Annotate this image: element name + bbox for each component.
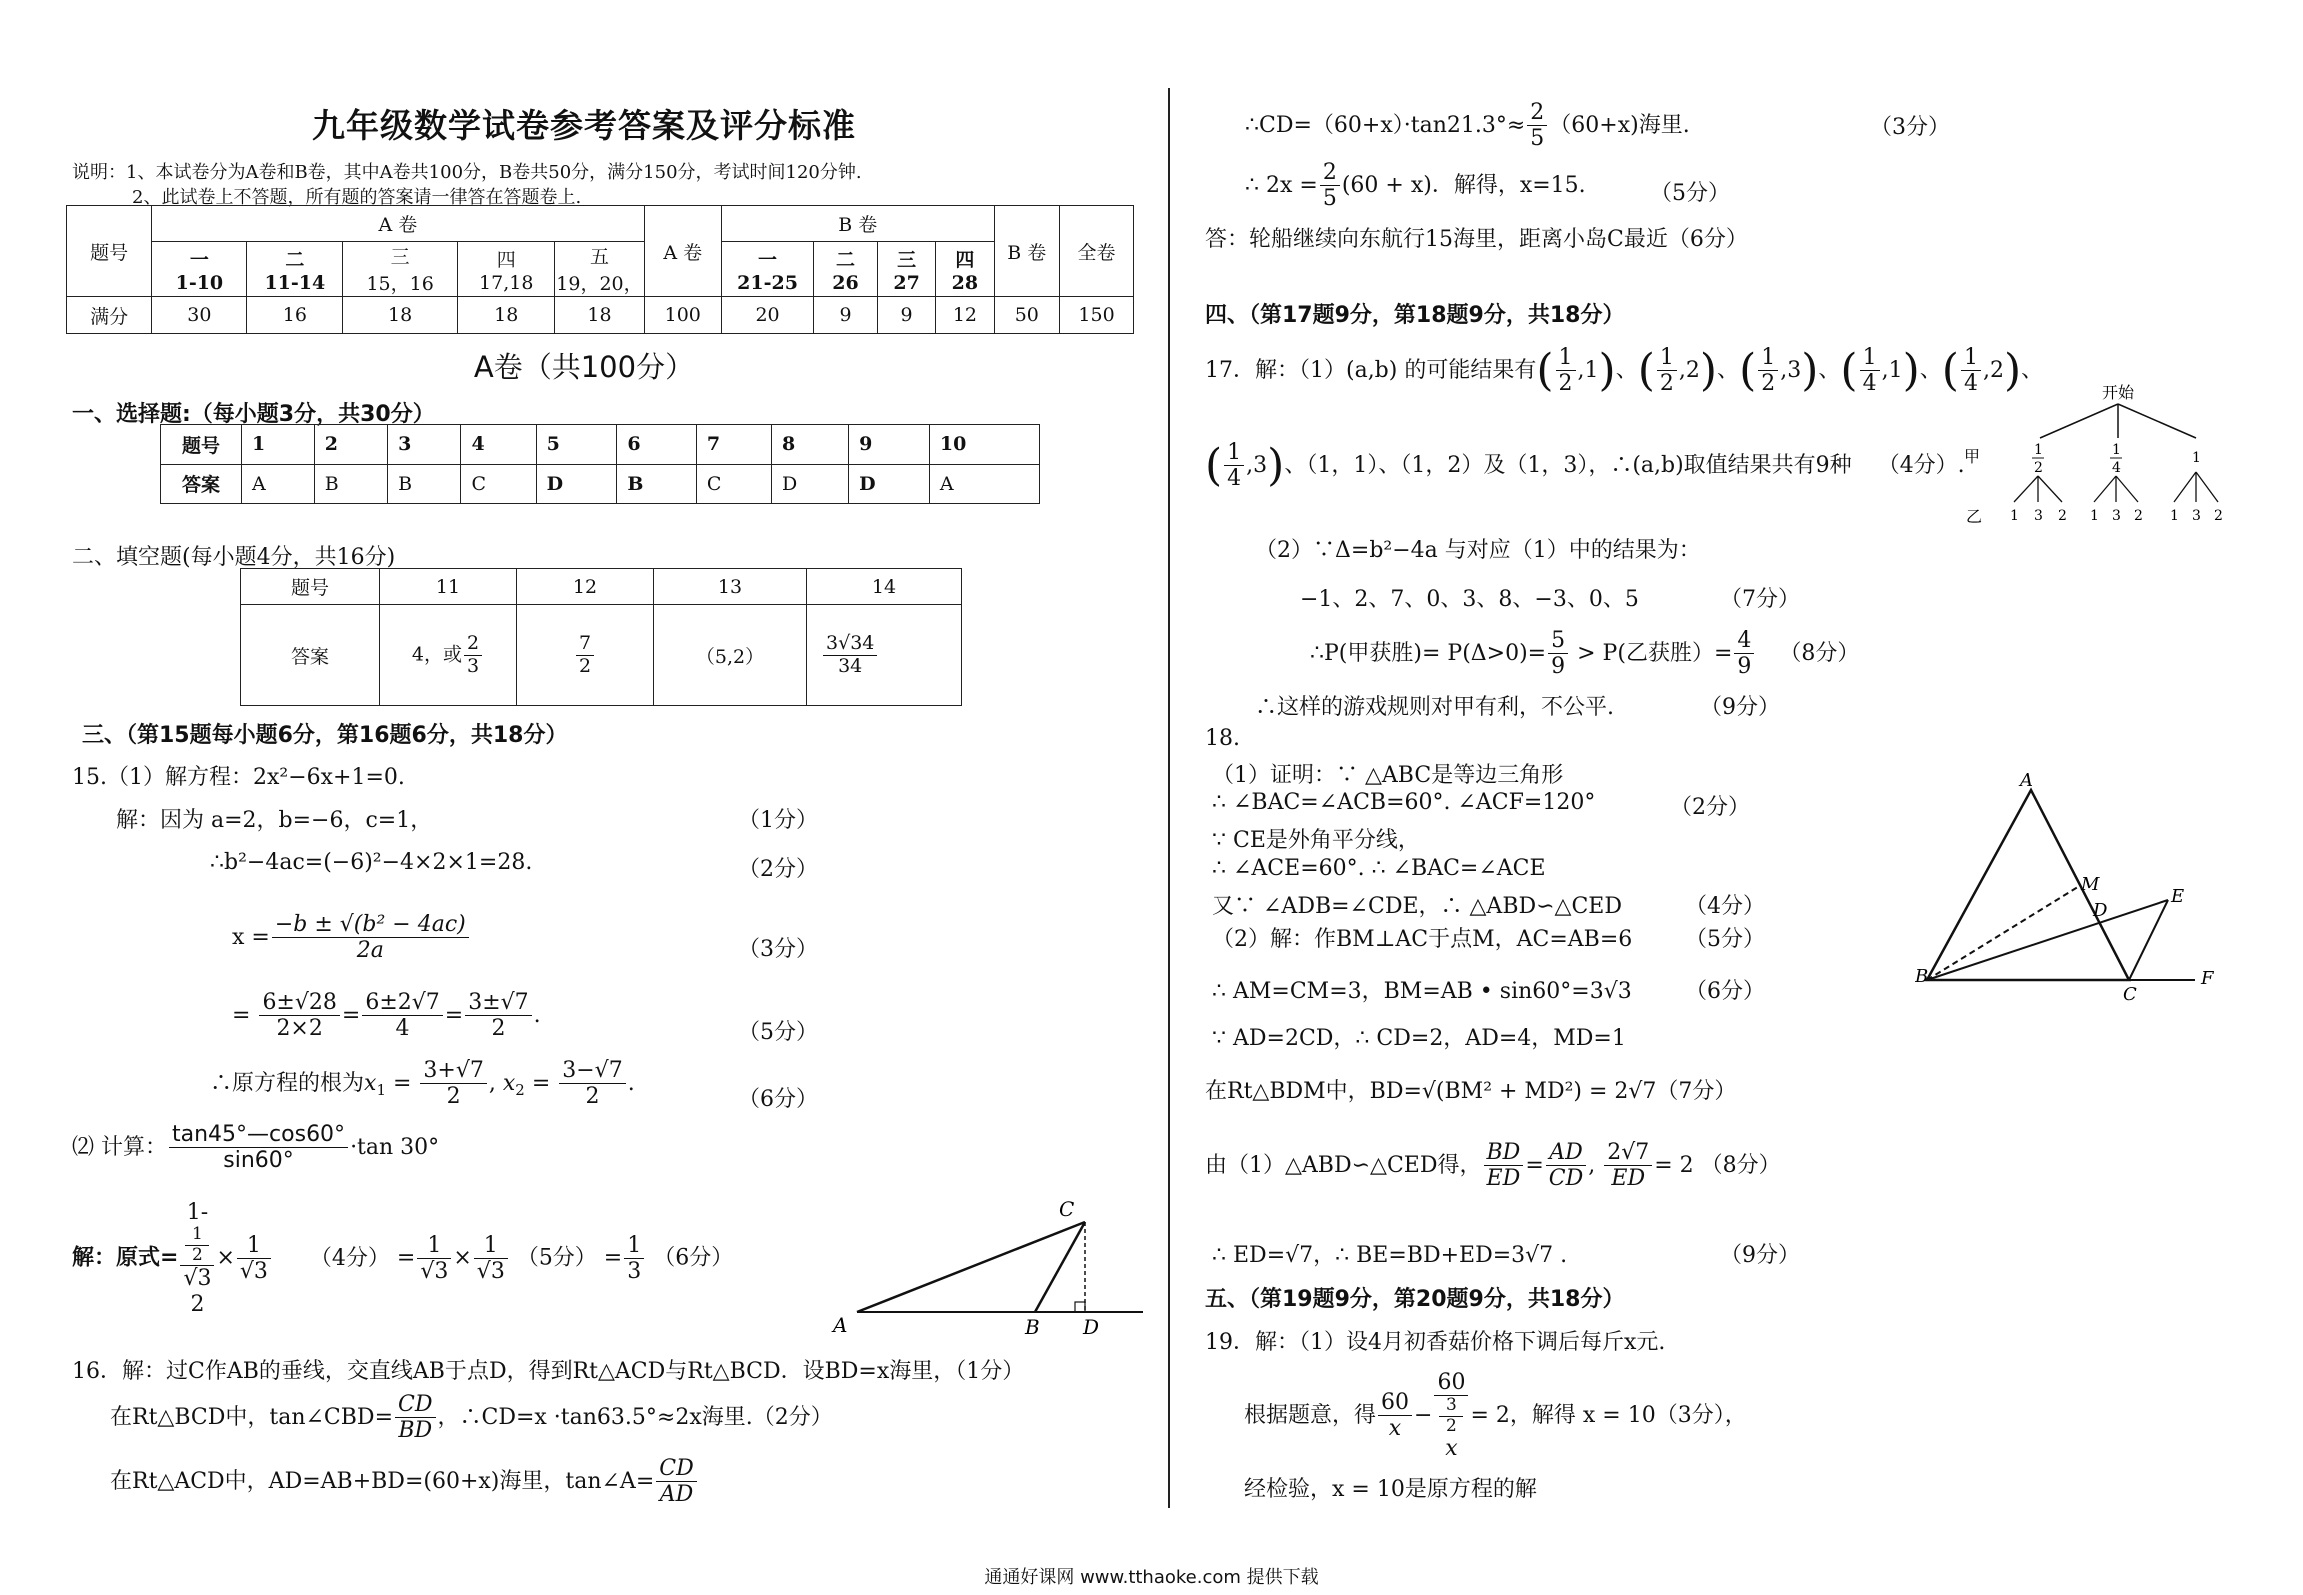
q18-l2-pts: （2分） (1670, 795, 1750, 820)
note-2: 2、此试卷上不答题，所有题的答案请一律答在答题卷上. (132, 187, 582, 208)
r-line-3: 答：轮船继续向东航行15海里，距离小岛C最近（6分） (1205, 227, 1748, 252)
fill-answer-table (240, 568, 962, 706)
q19-l1: 19．解：（1）设4月初香菇价格下调后每斤x元. (1205, 1330, 1666, 1355)
q18-label-b: B (1915, 966, 1929, 987)
sec4-heading: 四、（第17题9分，第18题9分，共18分） (1205, 303, 1625, 328)
q17-line-1: 17．解：（1）(a,b) 的可能结果有( $\frac{1}{2}$ ,1)、( $\frac{1}{2}$ ,2)、( $\frac{1}{2}$ ,3)、( $\frac{1}{4}$ ,1)、( $\frac{1}{4}$ ,2)、 (1205, 344, 2044, 397)
note-1: 说明：1、本试卷分为A卷和B卷，其中A卷共100分，B卷共50分，满分150分，考试时间120分钟. (72, 162, 862, 183)
q18-l3: ∵ CE是外角平分线， (1212, 828, 1420, 853)
svg-text:2: 2 (2034, 460, 2043, 476)
tree-jia: 甲 (1964, 447, 1981, 466)
choice-num: 6 (617, 425, 697, 465)
svg-text:1: 1 (2090, 508, 2099, 524)
choice-answer-table (160, 424, 1040, 504)
choice-num: 2 (314, 425, 387, 465)
q16-l2: 在Rt△BCD中，tan∠CBD= $\frac{CD}{BD}$ ，∴CD=x ·tan63.5°≈2x海里.（2分） (110, 1392, 833, 1444)
q15-1: 15.（1）解方程：2x²−6x+1=0. (72, 765, 405, 790)
q16-label-b: B (1025, 1315, 1040, 1339)
svg-text:4: 4 (2112, 460, 2121, 476)
score-col-b3: 三 27 (877, 242, 935, 297)
fill-row2-label: 答案 (241, 605, 380, 706)
q18-label-a: A (2020, 770, 2033, 791)
score-table-a-total-label: A 卷 (644, 206, 722, 297)
q15-l5: ∴原方程的根为$x_1$ = $\frac{3+√7}{2}$ , $x_2$ = $\frac{3-√7}{2}$ . (210, 1058, 635, 1110)
fill-row1-label: 题号 (241, 569, 380, 605)
r-line-2-pts: （5分） (1650, 181, 1730, 206)
sec1-heading: 一、选择题:（每小题3分，共30分） (72, 402, 435, 427)
q15-2-solution: 解：原式= 1- 1 2 √3 2 × $\frac{1}{√3}$ （4分） = $\frac{1}{√3}$ × $\frac{1}{√3}$ （5分） = $\frac{1}{3}$ （6分） (72, 1200, 734, 1317)
choice-num: 4 (461, 425, 536, 465)
r-line-1: ∴CD=（60+x）·tan21.3°≈ $\frac{2}{5}$ （60+x)海里. (1245, 100, 1690, 152)
score-col-a2: 二 11-14 (247, 242, 343, 297)
q18-l8: ∵ AD=2CD，∴ CD=2，AD=4，MD=1 (1212, 1026, 1626, 1051)
a-section-heading: A卷（共100分） (473, 350, 695, 384)
q17-line-6: ∴这样的游戏规则对甲有利，不公平. (1255, 695, 1614, 720)
fill-num: 14 (807, 569, 962, 605)
choice-num: 1 (242, 425, 315, 465)
score-a1: 30 (152, 297, 247, 334)
score-col-b4: 四 28 (936, 242, 994, 297)
score-b3: 9 (877, 297, 935, 334)
sec3-heading: 三、（第15题每小题6分，第16题6分，共18分） (82, 723, 568, 748)
fill-answer-14: $\frac{3√34}{34}$ (807, 605, 962, 706)
choice-row2-label: 答案 (161, 464, 242, 504)
q15-p2: （2分） (738, 857, 818, 882)
choice-num: 10 (929, 425, 1039, 465)
q16-l3: 在Rt△ACD中，AD=AB+BD=(60+x)海里，tan∠A= $\frac{CD}{AD}$ (110, 1456, 699, 1508)
choice-answer: B (314, 464, 387, 504)
score-b4: 12 (936, 297, 994, 334)
svg-text:2: 2 (2058, 508, 2067, 524)
q18-l6-pts: （5分） (1685, 927, 1765, 952)
q18-label-f: F (2201, 968, 2214, 989)
q17-line-2: ( $\frac{1}{4}$ ,3)、（1，1）、（1，2）及（1，3），∴(a,b)取值结果共有9种 （4分）. (1205, 439, 1965, 492)
q17-line-6-pts: （9分） (1700, 695, 1780, 720)
choice-answer: A (242, 464, 315, 504)
q16-figure (825, 1190, 1145, 1340)
r-line-2: ∴ 2x = $\frac{2}{5}$ (60 + x)．解得，x=15. (1245, 160, 1586, 212)
q16-label-a: A (833, 1313, 848, 1337)
choice-num: 8 (771, 425, 848, 465)
svg-text:2: 2 (2214, 508, 2223, 524)
q18-figure (1915, 770, 2215, 1010)
q17-line-5: ∴P(甲获胜)= P(Δ>0)= $\frac{5}{9}$ > P(乙获胜）= $\frac{4}{9}$ （8分） (1310, 628, 1860, 680)
q18-label-e: E (2171, 886, 2185, 907)
svg-text:1: 1 (2170, 508, 2179, 524)
score-table-manfen: 满分 (67, 297, 152, 334)
q19-l2: 根据题意，得 $\frac{60}{x}$ − 60 3 2 x = 2，解得 x = 10（3分）， (1244, 1370, 1747, 1462)
q17-line-4: −1、2、7、0、3、8、−3、0、5 (1300, 587, 1639, 612)
choice-answer: C (696, 464, 771, 504)
q15-p1: （1分） (738, 808, 818, 833)
q18-l4: ∴ ∠ACE=60°. ∴ ∠BAC=∠ACE (1212, 856, 1546, 881)
choice-num: 5 (536, 425, 617, 465)
q18-l1: （1）证明：∵ △ABC是等边三角形 (1212, 763, 1564, 788)
q18-l9: 在Rt△BDM中，BD=√(BM² + MD²) = 2√7（7分） (1205, 1079, 1737, 1104)
q18-l11-pts: （9分） (1720, 1243, 1800, 1268)
choice-answer: C (461, 464, 536, 504)
choice-num: 3 (388, 425, 461, 465)
choice-answer: A (929, 464, 1039, 504)
fill-num: 13 (654, 569, 807, 605)
q18-l11: ∴ ED=√7，∴ BE=BD+ED=3√7 . (1212, 1243, 1568, 1268)
q17-line-3: （2）∵Δ=b²−4a 与对应（1）中的结果为： (1255, 538, 1701, 563)
q18-l7: ∴ AM=CM=3，BM=AB • sin60°=3√3 (1212, 979, 1632, 1004)
q18-l10: 由（1）△ABD∽△CED得， $\frac{BD}{ED}$ = $\frac{AD}{CD}$ , $\frac{2√7}{ED}$ = 2 （8分） (1205, 1140, 1781, 1192)
fill-num: 11 (380, 569, 517, 605)
q18-label-d: D (2093, 900, 2108, 921)
q18-l5-pts: （4分） (1685, 894, 1765, 919)
score-b-total: 50 (994, 297, 1060, 334)
r-line-1-pts: （3分） (1870, 115, 1950, 140)
score-b1: 20 (722, 297, 814, 334)
q17-line-4-pts: （7分） (1720, 587, 1800, 612)
q18-l7-pts: （6分） (1685, 979, 1765, 1004)
svg-text:3: 3 (2034, 508, 2043, 524)
score-table-b-total-label: B 卷 (994, 206, 1060, 297)
q15-l2: ∴b²−4ac=(−6)²−4×2×1=28. (210, 850, 533, 875)
choice-answer: B (617, 464, 697, 504)
choice-answer: D (771, 464, 848, 504)
q15-p4: （5分） (738, 1020, 818, 1045)
q19-l3: 经检验，x = 10是原方程的解 (1244, 1477, 1537, 1502)
score-all-total: 150 (1060, 297, 1134, 334)
svg-text:3: 3 (2112, 508, 2121, 524)
choice-answer: D (849, 464, 930, 504)
sec2-heading: 二、填空题(每小题4分，共16分) (72, 545, 396, 570)
q18-label-c: C (2123, 984, 2137, 1005)
score-a3: 18 (343, 297, 458, 334)
sec5-heading: 五、（第19题9分，第20题9分，共18分） (1205, 1287, 1625, 1312)
score-col-a3: 三 15，16 (343, 242, 458, 297)
q16-l1: 16．解：过C作AB的垂线，交直线AB于点D，得到Rt△ACD与Rt△BCD．设BD=x海里，（1分） (72, 1359, 1025, 1384)
q18-l2: ∴ ∠BAC=∠ACB=60°. ∠ACF=120° (1212, 790, 1596, 815)
choice-num: 7 (696, 425, 771, 465)
q16-label-d: D (1083, 1315, 1100, 1339)
q17-tree-diagram (1960, 376, 2230, 531)
score-col-a5: 五 19，20， (555, 242, 644, 297)
tree-yi: 乙 (1966, 507, 1983, 526)
choice-answer: B (388, 464, 461, 504)
score-b2: 9 (814, 297, 878, 334)
choice-answer: D (536, 464, 617, 504)
fill-answer-12: $\frac{7}{2}$ (517, 605, 654, 706)
fill-num: 12 (517, 569, 654, 605)
column-divider (1168, 88, 1170, 1508)
score-col-b2: 二 26 (814, 242, 878, 297)
score-table-a-label: A 卷 (152, 206, 644, 242)
score-a5: 18 (555, 297, 644, 334)
fill-answer-11: 4，或 $\frac{2}{3}$ (380, 605, 517, 706)
score-a4: 18 (458, 297, 555, 334)
choice-num: 9 (849, 425, 930, 465)
page-title: 九年级数学试卷参考答案及评分标准 (312, 106, 856, 145)
q18-l6: （2）解：作BM⊥AC于点M，AC=AB=6 (1212, 927, 1633, 952)
score-col-a1: 一 1-10 (152, 242, 247, 297)
score-table-b-label: B 卷 (722, 206, 995, 242)
q15-2: ⑵ 计算： $\frac{\tan 45^\circ—\cos 60^\circ}{\sin 60^\circ}$ ·tan 30° (72, 1122, 440, 1174)
score-table-tihao: 题号 (67, 206, 152, 297)
choice-row1-label: 题号 (161, 425, 242, 465)
q18-number: 18. (1205, 726, 1240, 751)
q18-label-m: M (2081, 874, 2100, 895)
svg-text:3: 3 (2192, 508, 2201, 524)
score-col-b1: 一 21-25 (722, 242, 814, 297)
score-a2: 16 (247, 297, 343, 334)
q15-l1: 解：因为 a=2，b=−6，c=1， (116, 808, 433, 833)
svg-text:1: 1 (2034, 442, 2043, 458)
svg-text:1: 1 (2010, 508, 2019, 524)
svg-text:2: 2 (2134, 508, 2143, 524)
score-col-a4: 四 17,18 (458, 242, 555, 297)
fill-answer-13: （5,2） (654, 605, 807, 706)
q15-p5: （6分） (738, 1087, 818, 1112)
q15-l3: x = $\frac{\text{−b ± √(b² − 4ac)}}{2a}$ (232, 912, 471, 964)
footer: 通通好课网 www.tthaoke.com 提供下载 (984, 1567, 1319, 1588)
score-table-all-label: 全卷 (1060, 206, 1134, 297)
q15-p3: （3分） (738, 937, 818, 962)
svg-text:1: 1 (2112, 442, 2121, 458)
tree-root: 开始 (2102, 383, 2135, 402)
q15-l4: = $\frac{6\pm√28}{2\times 2}$ = $\frac{6\pm 2√7}{4}$ = $\frac{3\pm√7}{2}$ . (232, 990, 541, 1042)
score-a-total: 100 (644, 297, 722, 334)
q18-l5: 又∵ ∠ADB=∠CDE，∴ △ABD∽△CED (1212, 894, 1623, 919)
score-table (66, 205, 1134, 334)
q16-label-c: C (1059, 1197, 1075, 1221)
svg-text:1: 1 (2192, 450, 2201, 466)
